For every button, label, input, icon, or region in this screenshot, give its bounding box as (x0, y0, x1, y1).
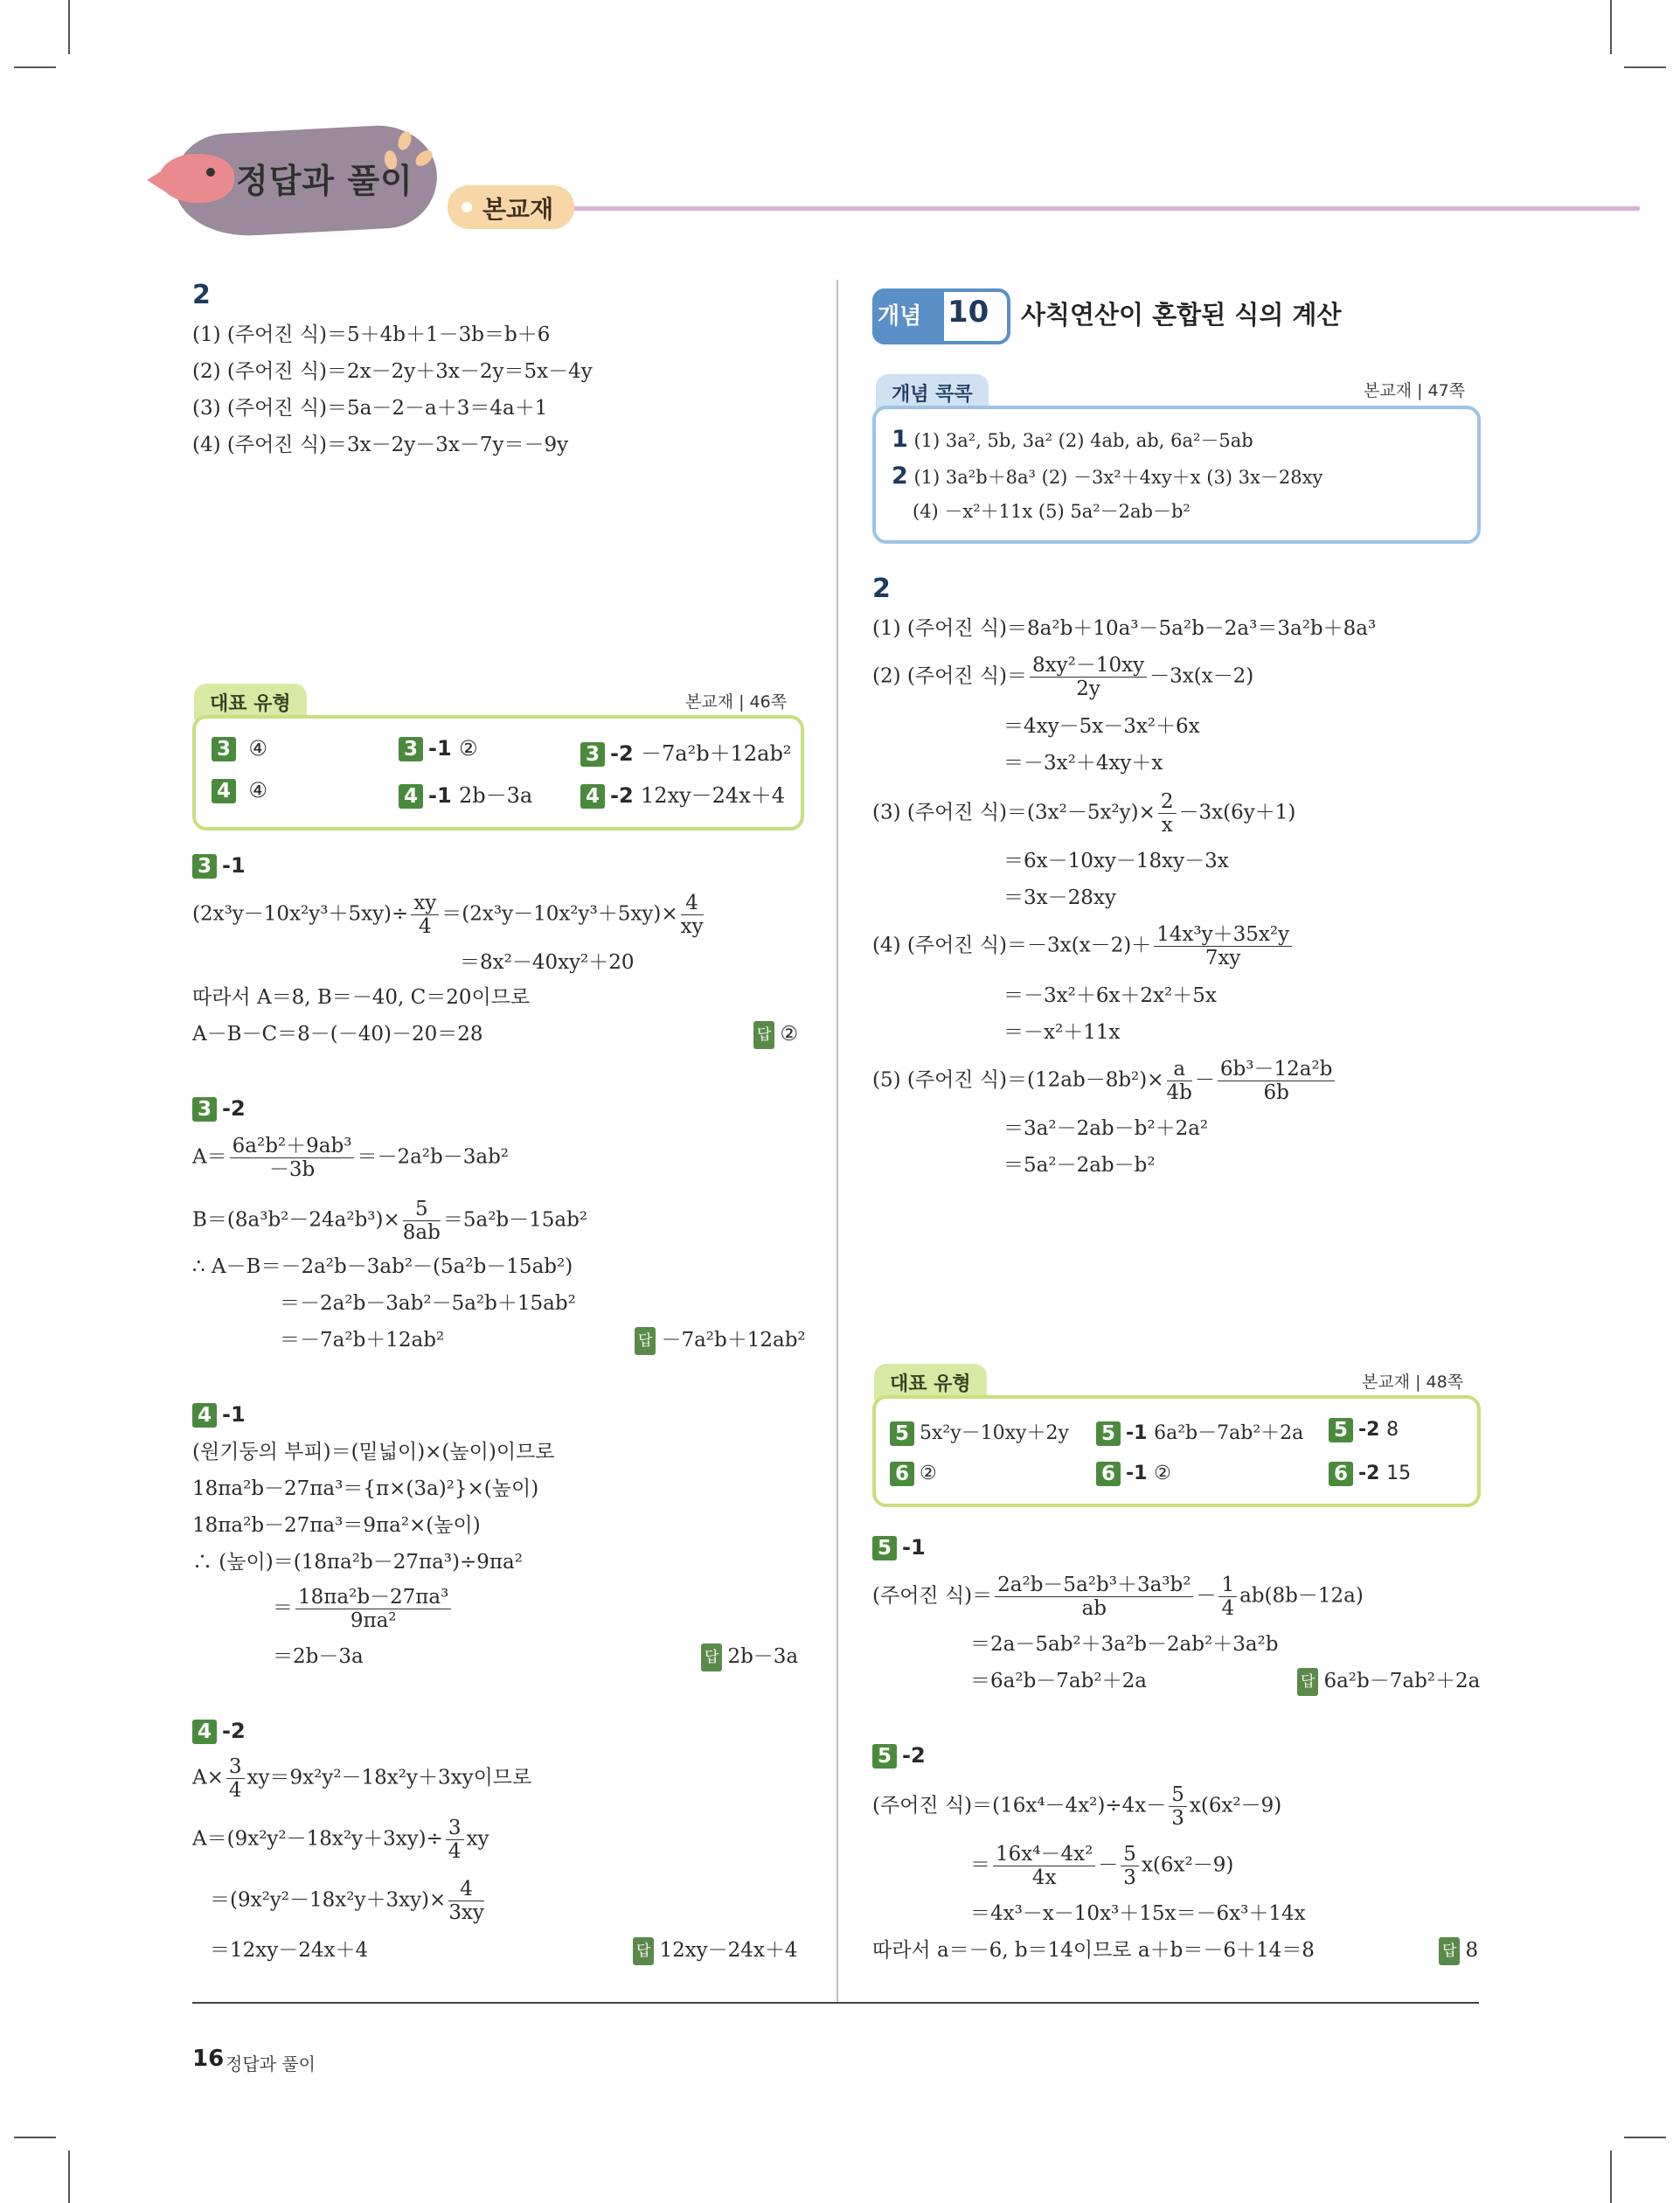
rep-answer: 6 ② (890, 1462, 937, 1486)
answer: 답 12xy－24x＋4 (633, 1937, 798, 1965)
rep-answer: 3 -1 ② (399, 736, 478, 761)
check-answer: 2 (1) 3a²b＋8a³ (2) －3x²＋4xy＋x (3) 3x－28xy (892, 462, 1323, 490)
footer-rule (192, 2002, 1479, 2004)
solution-line: ＝ $\frac{\text{16x⁴－4x²}}{4x}$ － $\frac{5}{3}$ x(6x²－9) (970, 1843, 1234, 1889)
solution-line: ＝6x－10xy－18xy－3x (1003, 850, 1229, 872)
solution-line: (4) (주어진 식)＝3x－2y－3x－7y＝－9y (192, 434, 569, 456)
solution-line: ∴ A－B＝－2a²b－3ab²－(5a²b－15ab²) (192, 1255, 573, 1278)
solution-line: A× $\frac{3}{4}$ xy＝9x²y²－18x²y＋3xy이므로 (192, 1755, 532, 1802)
answer: 답 ② (753, 1021, 798, 1049)
solution-line: (1) (주어진 식)＝8a²b＋10a³－5a²b－2a³＝3a²b＋8a³ (872, 617, 1377, 640)
solution-line: (4) (주어진 식)＝－3x(x－2)＋ $\frac{\text{14x³y＋35x²y}}{7xy}$ (872, 923, 1295, 969)
crop-mark (1610, 0, 1612, 54)
solution-line: (원기둥의 부피)＝(밑넓이)×(높이)이므로 (192, 1441, 555, 1463)
solution-line: ＝2a－5ab²＋3a²b－2ab²＋3a²b (970, 1633, 1279, 1656)
solution-line: (3) (주어진 식)＝(3x²－5x²y)× $\frac{2}{x}$ －3x(6y＋1) (872, 790, 1296, 837)
solution-line: 18πa²b－27πa³＝9πa²×(높이) (192, 1514, 481, 1537)
textbook-ref: 본교재 | 48쪽 (1362, 1373, 1464, 1392)
rep-answer: 4 -1 2b－3a (399, 778, 532, 809)
problem-number: 2 (192, 280, 211, 310)
check-answer: 1 (1) 3a², 5b, 3a² (2) 4ab, ab, 6a²－5ab (892, 426, 1253, 453)
solution-line: (주어진 식)＝(16x⁴－4x²)÷4x－ $\frac{5}{3}$ x(6x²－9) (872, 1783, 1282, 1830)
concept-title: 사칙연산이 혼합된 식의 계산 (1021, 300, 1342, 330)
solution-line: ＝(9x²y²－18x²y＋3xy)× $\frac{4}{3xy}$ (210, 1878, 484, 1924)
problem-header: 3 -2 (192, 1096, 246, 1122)
section-tab-label: 본교재 (482, 195, 554, 224)
solution-line: ＝3x－28xy (1003, 886, 1116, 909)
crop-mark (1624, 2137, 1666, 2138)
rep-answer: 6 -2 15 (1329, 1462, 1411, 1486)
crop-mark (1610, 2151, 1612, 2203)
solution-line: (2) (주어진 식)＝2x－2y＋3x－2y＝5x－4y (192, 360, 593, 383)
rep-type-box (872, 1395, 1481, 1507)
rep-answer: 3 -2 －7a²b＋12ab² (580, 736, 791, 767)
solution-line: (5) (주어진 식)＝(12ab－8b²)× $\frac{a}{4b}$ － $\frac{\text{6b³－12a²b}}{6b}$ (872, 1058, 1337, 1104)
footer-title: 정답과 풀이 (226, 2054, 316, 2074)
solution-line: (1) (주어진 식)＝5＋4b＋1－3b＝b＋6 (192, 323, 551, 346)
solution-line: ＝－7a²b＋12ab² (280, 1329, 445, 1352)
solution-line: ＝4xy－5x－3x²＋6x (1003, 715, 1200, 738)
rep-answer: 3 ④ (212, 736, 267, 761)
crop-mark (14, 2137, 56, 2138)
solution-line: (2) (주어진 식)＝ $\frac{\text{8xy²－10xy}}{2y}$ －3x(x－2) (872, 654, 1254, 700)
crop-mark (68, 2151, 70, 2203)
solution-line: B＝(8a³b²－24a²b³)× $\frac{5}{8ab}$ ＝5a²b－15ab² (192, 1198, 588, 1244)
solution-line: ＝－3x²＋6x＋2x²＋5x (1003, 984, 1217, 1007)
solution-line: ＝2b－3a (273, 1645, 364, 1668)
fish-eye-icon (206, 168, 215, 177)
rep-answer: 4 ④ (212, 778, 267, 803)
solution-line: A－B－C＝8－(－40)－20＝28 (192, 1023, 483, 1046)
solution-line: ＝－2a²b－3ab²－5a²b＋15ab² (280, 1292, 576, 1315)
rep-answer: 5 5x²y－10xy＋2y (890, 1418, 1069, 1446)
fish-mascot-icon (159, 154, 234, 203)
header-rule (559, 206, 1640, 211)
solution-line: ∴ (높이)＝(18πa²b－27πa³)÷9πa² (192, 1551, 523, 1574)
solution-line: ＝－x²＋11x (1003, 1021, 1121, 1044)
answer: 답 8 (1439, 1937, 1478, 1965)
crop-mark (1624, 66, 1666, 68)
solution-line: 18πa²b－27πa³＝{π×(3a)²}×(높이) (192, 1477, 539, 1500)
crop-mark (68, 0, 70, 54)
solution-line: 따라서 A＝8, B＝－40, C＝20이므로 (192, 986, 531, 1009)
problem-header: 5 -2 (872, 1743, 926, 1769)
answer: 답 －7a²b＋12ab² (635, 1327, 806, 1355)
solution-line: (2x³y－10x²y³＋5xy)÷ $\frac{xy}{4}$ ＝(2x³y－10x²y³＋5xy)× $\frac{4}{xy}$ (192, 892, 704, 938)
solution-line: (주어진 식)＝ $\frac{\text{2a²b－5a²b³＋3a³b²}}{ab}$ － $\frac{1}{4}$ ab(8b－12a) (872, 1574, 1364, 1620)
solution-line: 따라서 a＝－6, b＝14이므로 a＋b＝－6＋14＝8 (872, 1939, 1315, 1962)
rep-type-box (192, 715, 804, 830)
solution-line: A＝ $\frac{\text{6a²b²＋9ab³}}{-3b}$ ＝－2a²b－3ab² (192, 1135, 510, 1181)
answer: 답 2b－3a (701, 1644, 798, 1671)
crop-mark (14, 66, 56, 68)
rep-type-tab: 대표 유형 (874, 1364, 987, 1401)
solution-line: ＝4x³－x－10x³＋15x＝－6x³＋14x (970, 1902, 1306, 1925)
problem-header: 3 -1 (192, 853, 246, 879)
problem-header: 4 -2 (192, 1719, 246, 1744)
solution-line: ＝8x²－40xy²＋20 (460, 951, 635, 974)
rep-answer: 5 -2 8 (1329, 1418, 1399, 1442)
solution-line: ＝5a²－2ab－b² (1003, 1154, 1156, 1177)
rep-answer: 4 -2 12xy－24x＋4 (580, 778, 785, 809)
solution-line: ＝－3x²＋4xy＋x (1003, 752, 1163, 775)
rep-type-tab: 대표 유형 (194, 684, 307, 721)
solution-line: A＝(9x²y²－18x²y＋3xy)÷ $\frac{3}{4}$ xy (192, 1817, 489, 1863)
concept-check-tab: 개념 콕콕 (876, 374, 989, 412)
solution-line: (3) (주어진 식)＝5a－2－a＋3＝4a＋1 (192, 397, 548, 420)
rep-answer: 5 -1 6a²b－7ab²＋2a (1096, 1418, 1303, 1446)
textbook-ref: 본교재 | 47쪽 (1364, 381, 1466, 400)
solution-line: ＝6a²b－7ab²＋2a (970, 1670, 1147, 1692)
check-answer: (4) －x²＋11x (5) 5a²－2ab－b² (913, 501, 1191, 522)
solution-line: ＝12xy－24x＋4 (210, 1939, 369, 1962)
problem-number: 2 (872, 573, 891, 604)
tab-dot-icon (462, 202, 472, 212)
problem-header: 4 -1 (192, 1402, 246, 1428)
column-divider (837, 280, 838, 2004)
solution-line: ＝3a²－2ab－b²＋2a² (1003, 1117, 1209, 1140)
concept-word: 개념 (878, 303, 922, 330)
textbook-ref: 본교재 | 46쪽 (685, 692, 788, 712)
problem-header: 5 -1 (872, 1535, 926, 1560)
page-number: 16 (192, 2046, 225, 2072)
page-title: 정답과 풀이 (236, 162, 413, 200)
answer: 답 6a²b－7ab²＋2a (1297, 1668, 1480, 1696)
solution-line: ＝ $\frac{\text{18πa²b－27πa³}}{\text{9πa²}}$ (273, 1586, 454, 1632)
rep-answer: 6 -1 ② (1096, 1462, 1171, 1486)
concept-number: 10 (948, 295, 989, 330)
